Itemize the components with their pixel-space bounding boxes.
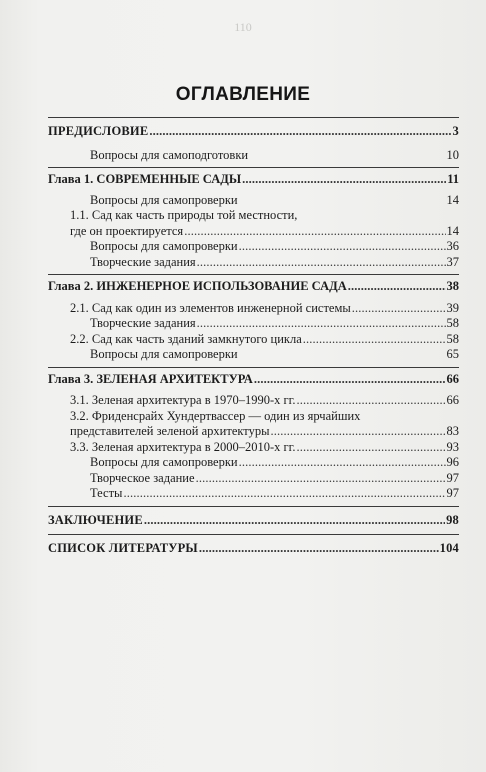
toc-entry-page: 14 — [446, 192, 459, 207]
toc-entry-3-2-line1[interactable]: 3.2. Фриденсрайх Хундертвассер — один из ярчайших — [70, 408, 361, 423]
leader-dots — [297, 440, 446, 456]
toc-entry-references[interactable] — [48, 541, 459, 557]
leader-dots — [144, 513, 445, 529]
toc-entry-3-2[interactable] — [48, 424, 459, 440]
leader-dots — [199, 541, 439, 557]
leader-dots — [303, 332, 446, 348]
toc-entry-page: 38 — [446, 279, 459, 293]
toc-entry-page: 58 — [446, 316, 459, 330]
page-title: ОГЛАВЛЕНИЕ — [175, 84, 311, 105]
toc-entry-label: 3.3. Зеленая архитектура в 2000–2010-х гг. — [70, 439, 296, 454]
toc-entry-page: 97 — [446, 486, 459, 500]
toc-entry-label: ПРЕДИСЛОВИЕ — [48, 124, 149, 138]
toc-entry-page: 83 — [446, 424, 459, 438]
toc-entry-page: 104 — [439, 541, 459, 555]
leader-dots — [239, 455, 446, 471]
leader-dots — [197, 316, 446, 332]
toc-entry-label: где он проектируется — [70, 223, 184, 238]
toc-entry-2-2[interactable] — [48, 332, 459, 348]
toc-entry-label: 2.1. Сад как один из элементов инженерной системы — [70, 300, 351, 315]
toc-entry-page: 39 — [446, 300, 459, 315]
toc-entry-label: Глава 3. ЗЕЛЕНАЯ АРХИТЕКТУРА — [48, 371, 253, 386]
page-number: 110 — [234, 20, 252, 34]
leader-dots — [352, 301, 446, 317]
toc-entry-1-1-line1[interactable]: 1.1. Сад как часть природы той местности, — [70, 208, 298, 222]
toc-entry-2-2-questions[interactable] — [48, 347, 459, 363]
toc-entry-ch3-task[interactable] — [48, 471, 459, 487]
toc-entry-page: 10 — [446, 147, 459, 162]
toc-entry-chapter-3[interactable] — [48, 372, 459, 388]
toc-entry-preface[interactable] — [48, 124, 459, 140]
toc-entry-page: 14 — [446, 223, 459, 238]
toc-entry-label: Вопросы для самоподготовки — [90, 147, 249, 162]
leader-dots — [348, 279, 446, 295]
toc-entry-page: 96 — [446, 455, 459, 469]
divider — [48, 117, 459, 118]
leader-dots — [123, 486, 445, 502]
toc-entry-label: СПИСОК ЛИТЕРАТУРЫ — [48, 541, 198, 555]
toc-entry-chapter-2[interactable] — [48, 279, 459, 295]
toc-entry-1-1[interactable] — [48, 224, 459, 240]
toc-entry-label: Вопросы для самопроверки — [90, 455, 238, 469]
toc-entry-label: 2.2. Сад как часть зданий замкнутого цикла — [70, 331, 302, 346]
toc-entry-page: 66 — [446, 393, 459, 407]
toc-entry-label: Вопросы для самопроверки — [90, 192, 238, 207]
toc-entry-1-1-tasks[interactable] — [48, 255, 459, 271]
toc-entry-label: Глава 2. ИНЖЕНЕРНОЕ ИСПОЛЬЗОВАНИЕ САДА — [48, 279, 347, 293]
toc-entry-page: 66 — [446, 371, 459, 386]
toc-entry-page: 36 — [446, 239, 459, 253]
toc-entry-preface-questions[interactable] — [48, 148, 459, 164]
toc-entry-3-1[interactable] — [48, 393, 459, 409]
toc-entry-ch3-questions[interactable] — [48, 455, 459, 471]
toc-entry-3-3[interactable] — [48, 440, 459, 456]
toc-entry-page: 97 — [446, 470, 459, 485]
toc-entry-chapter-1[interactable] — [48, 172, 459, 188]
toc-section-chapter-3 — [48, 368, 459, 506]
toc-section-chapter-2 — [48, 275, 459, 367]
toc-entry-page: 65 — [446, 347, 459, 361]
toc-entry-label: 3.1. Зеленая архитектура в 1970–1990-х гг. — [70, 393, 296, 407]
leader-dots — [149, 124, 451, 140]
leader-dots — [196, 471, 446, 487]
toc-entry-label: Творческое задание — [90, 470, 195, 485]
toc-section-chapter-1 — [48, 168, 459, 274]
toc-entry-page: 58 — [446, 331, 459, 346]
leader-dots — [184, 224, 445, 240]
toc-entry-label: представителей зеленой архитектуры — [70, 424, 270, 438]
leader-dots — [197, 255, 446, 271]
toc-section-conclusion — [48, 507, 459, 535]
toc-entry-label: Глава 1. СОВРЕМЕННЫЕ САДЫ — [48, 172, 242, 186]
toc-entry-label: Тесты — [90, 486, 123, 500]
leader-dots — [239, 239, 446, 255]
toc-entry-page: 98 — [446, 512, 459, 527]
toc-entry-label: Вопросы для самопроверки — [90, 347, 238, 361]
leader-dots — [242, 172, 446, 188]
toc-entry-2-1-tasks[interactable] — [48, 316, 459, 332]
toc-entry-ch1-questions[interactable] — [48, 193, 459, 209]
leader-dots — [254, 372, 446, 388]
toc-entry-label: Творческие задания — [90, 316, 196, 330]
toc-entry-page: 11 — [447, 172, 459, 186]
toc-entry-label: ЗАКЛЮЧЕНИЕ — [48, 512, 143, 527]
leader-dots — [270, 424, 445, 440]
toc-entry-ch3-tests[interactable] — [48, 486, 459, 502]
toc-entry-label: Творческие задания — [90, 254, 196, 269]
leader-dots — [297, 393, 446, 409]
toc-section-references — [48, 535, 459, 561]
toc-entry-1-1-questions[interactable] — [48, 239, 459, 255]
toc-entry-page: 3 — [452, 124, 459, 138]
toc-entry-page: 93 — [446, 439, 459, 454]
table-of-contents — [48, 117, 459, 561]
toc-entry-2-1[interactable] — [48, 301, 459, 317]
toc-entry-conclusion[interactable] — [48, 513, 459, 529]
toc-entry-label: Вопросы для самопроверки — [90, 239, 238, 253]
toc-entry-page: 37 — [446, 254, 459, 269]
toc-section-preface — [48, 120, 459, 167]
